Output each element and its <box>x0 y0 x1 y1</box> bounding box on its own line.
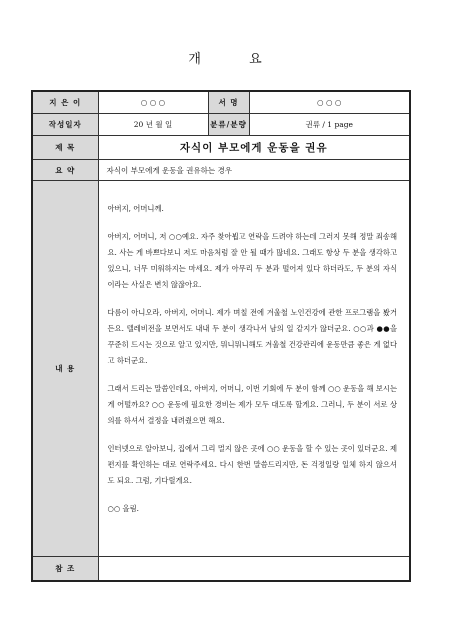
date-value: 20 년 월 일 <box>98 114 208 136</box>
summary-value: 자식이 부모에게 운동을 권유하는 경우 <box>98 160 410 181</box>
date-label: 작성일자 <box>32 114 98 136</box>
category-value: 권류 / 1 page <box>249 114 410 136</box>
letter-paragraph-4: 인터넷으로 알아보니, 집에서 그리 멀지 않은 곳에 ○○ 운동을 할 수 있는 곳이 있더군요. 제 편지를 확인하는 대로 연락주세요. 다시 한번 말씀드리지만, 돈 걱정일랑 일체 하지 않으셔도 되요. 그럼, 기다릴게요. <box>107 444 398 485</box>
author-label: 지 은 이 <box>32 91 98 114</box>
letter-signature: ○○ 올림. <box>107 504 139 513</box>
subject-value: 자식이 부모에게 운동을 권유 <box>98 136 410 160</box>
subject-row <box>32 136 410 160</box>
category-label: 분류/분량 <box>208 114 249 136</box>
author-row <box>32 91 410 114</box>
letter-paragraph-2: 다름이 아니오라, 아버지, 어머니. 제가 며칠 전에 겨울철 노인건강에 관한 프로그램을 봤거든요. 텔레비전을 보면서도 내내 두 분이 생각나서 남의 일 같지가 않더군요. ○○과 ●●을 꾸준히 드시는 것으로 알고 있지만, 뭐니뭐니해도 겨울철 건강관리에 운동만큼 좋은 게 없다고 하더군요. <box>107 308 397 365</box>
content-row <box>32 181 410 557</box>
reference-value <box>98 557 410 581</box>
letter-greeting: 아버지, 어머니께. <box>107 204 164 213</box>
letter-paragraph-1: 아버지, 어머니, 저 ○○예요. 자주 찾아뵙고 연락을 드려야 하는데 그러지 못해 정말 죄송해요. 사는 게 바쁘다보니 저도 마음처럼 잘 안 될 때가 많네요. 그래도 항상 두 분을 생각하고 있으니, 너무 미워하지는 마세요. 제가 아무리 두 분과 떨어져 있다 하더라도, 두 분의 자식이라는 사실은 변치 않잖아요. <box>107 232 397 289</box>
book-name-label: 서 명 <box>208 91 249 114</box>
subject-label: 제 목 <box>32 136 98 160</box>
summary-row <box>32 160 410 181</box>
summary-label: 요 약 <box>32 160 98 181</box>
book-name-value: ○ ○ ○ <box>249 91 410 114</box>
date-row <box>32 114 410 136</box>
reference-label: 참 조 <box>32 557 98 581</box>
author-value: ○ ○ ○ <box>98 91 208 114</box>
document-title: 개 요 <box>188 52 284 67</box>
reference-row <box>32 557 410 581</box>
letter-body <box>98 181 410 557</box>
content-label: 내 용 <box>32 181 98 557</box>
letter-paragraph-3: 그래서 드리는 말씀인데요, 아버지, 어머니, 이번 기회에 두 분이 함께 ○○ 운동을 해 보시는 게 어떨까요? ○○ 운동에 필요한 경비는 제가 모두 대도록 할게요. 그러니, 두 분이 서로 상의를 하셔서 결정을 내려줬으면 해요. <box>107 384 398 425</box>
summary-form-table <box>31 90 411 582</box>
